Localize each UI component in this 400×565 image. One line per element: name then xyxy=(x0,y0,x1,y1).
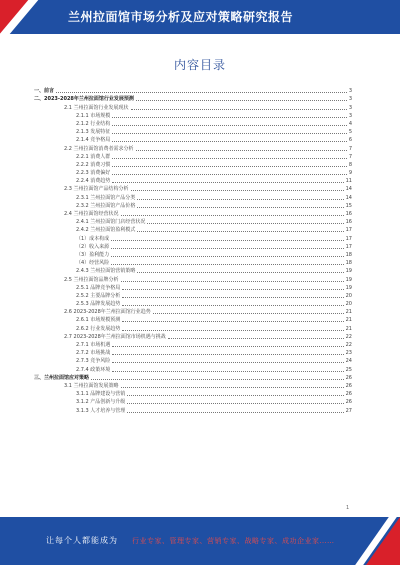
toc-entry-title: 二、2023-2028年兰州拉面馆行业发展预测 xyxy=(34,96,134,103)
toc-entry-title: 2.1.1 市场规模 xyxy=(76,112,111,119)
toc-entry-page: 5 xyxy=(348,129,352,136)
toc-entry-page: 3 xyxy=(348,112,352,119)
toc-dot-leader xyxy=(112,354,343,355)
toc-dot-leader xyxy=(111,240,343,241)
toc-dot-leader xyxy=(131,109,347,110)
header-banner xyxy=(0,0,400,34)
toc-entry-page: 3 xyxy=(348,96,352,103)
toc-entry[interactable] xyxy=(34,315,352,323)
toc-entry[interactable] xyxy=(34,94,352,102)
toc-entry[interactable] xyxy=(34,258,352,266)
toc-dot-leader xyxy=(153,313,344,314)
toc-entry-title: 3.1 兰州拉面馆发展策略 xyxy=(64,382,119,389)
toc-entry-title: （3）盈利能力 xyxy=(76,251,110,258)
toc-entry-title: 2.4.2 兰州拉面馆盈利模式 xyxy=(76,227,136,234)
toc-dot-leader xyxy=(122,289,343,290)
toc-dot-leader xyxy=(121,281,344,282)
toc-dot-leader xyxy=(127,403,343,404)
toc-entry[interactable] xyxy=(34,389,352,397)
toc-entry-page: 8 xyxy=(348,161,352,168)
toc-entry-page: 24 xyxy=(345,358,352,365)
toc-entry-page: 16 xyxy=(345,211,352,217)
toc-dot-leader xyxy=(112,362,343,363)
toc-entry-page: 21 xyxy=(345,309,352,316)
page-number: 1 xyxy=(346,505,350,511)
toc-entry-page: 16 xyxy=(345,219,352,226)
toc-entry[interactable] xyxy=(34,184,352,192)
toc-entry-title: 2.6.1 市场规模预测 xyxy=(76,317,121,324)
toc-entry[interactable] xyxy=(34,348,352,356)
toc-entry-title: 2.2 兰州拉面馆消费者需求分析 xyxy=(64,145,134,152)
toc-entry-title: 2.7.3 竞争风险 xyxy=(76,358,111,365)
toc-entry-page: 26 xyxy=(345,382,352,389)
toc-entry-page: 14 xyxy=(345,186,352,193)
toc-dot-leader xyxy=(112,371,343,372)
toc-dot-leader xyxy=(168,338,344,339)
toc-entry-title: 一、前言 xyxy=(34,88,55,95)
toc-entry[interactable] xyxy=(34,373,352,381)
toc-entry[interactable] xyxy=(34,160,352,168)
toc-entry-page: 3 xyxy=(348,104,352,111)
toc-entry[interactable] xyxy=(34,250,352,258)
toc-entry-title: 2.1.3 发展特征 xyxy=(76,129,111,136)
toc-entry-page: 11 xyxy=(345,178,352,185)
toc-dot-leader xyxy=(137,272,343,273)
toc-dot-leader xyxy=(56,92,347,93)
toc-entry-title: 2.2.1 消费人群 xyxy=(76,153,111,160)
toc-entry-title: （1）成本构成 xyxy=(76,235,110,242)
toc-dot-leader xyxy=(136,100,347,101)
toc-entry-page: 15 xyxy=(345,202,352,209)
toc-dot-leader xyxy=(111,248,343,249)
toc-entry-page: 21 xyxy=(345,325,352,332)
toc-entry-title: 2.5.3 品牌发展趋势 xyxy=(76,301,121,308)
toc-entry[interactable] xyxy=(34,86,352,94)
toc-entry-title: 2.7 2023-2028年兰州拉面馆市场机遇与挑战 xyxy=(64,333,166,340)
toc-entry[interactable] xyxy=(34,340,352,348)
toc-entry-title: 2.3.1 兰州拉面馆产品分类 xyxy=(76,194,136,201)
toc-entry-title: 2.7.1 市场机遇 xyxy=(76,342,111,348)
toc-dot-leader xyxy=(122,330,343,331)
toc-entry-page: 26 xyxy=(345,391,352,398)
footer-slogan-left: 让每个人都能成为 xyxy=(46,536,118,545)
toc-entry-title: 2.3.2 兰州拉面馆产品价格 xyxy=(76,202,136,209)
toc-entry-page: 22 xyxy=(345,342,352,348)
toc-dot-leader xyxy=(122,305,343,306)
toc-entry-page: 9 xyxy=(348,170,352,177)
toc-entry-title: 2.3 兰州拉面馆产品结构分析 xyxy=(64,186,129,193)
toc-entry[interactable] xyxy=(34,266,352,274)
toc-dot-leader xyxy=(137,199,343,200)
toc-dot-leader xyxy=(112,141,347,142)
toc-entry[interactable] xyxy=(34,307,352,315)
toc-entry-page: 26 xyxy=(345,374,352,381)
toc-entry[interactable] xyxy=(34,225,352,233)
toc-dot-leader xyxy=(91,379,344,380)
toc-entry-page: 14 xyxy=(345,194,352,201)
toc-entry-page: 19 xyxy=(345,268,352,275)
toc-entry[interactable] xyxy=(34,283,352,291)
toc-entry-page: 19 xyxy=(345,276,352,283)
toc-dot-leader xyxy=(112,158,347,159)
toc-entry-page: 17 xyxy=(345,243,352,250)
toc-entry-page: 6 xyxy=(348,137,352,144)
toc-dot-leader xyxy=(121,215,344,216)
table-of-contents xyxy=(34,86,352,414)
toc-entry-page: 7 xyxy=(348,145,352,152)
toc-dot-leader xyxy=(127,412,343,413)
toc-entry-title: 2.1 兰州拉面馆行业发展现状 xyxy=(64,104,129,111)
toc-entry[interactable] xyxy=(34,119,352,127)
toc-entry-page: 25 xyxy=(345,366,352,373)
toc-entry-page: 17 xyxy=(345,227,352,234)
footer-slogan-right: 行业专家、管理专家、营销专家、战略专家、成功企业家…… xyxy=(132,537,335,545)
toc-entry-page: 20 xyxy=(345,292,352,299)
toc-entry-title: 2.5.2 主要品牌分析 xyxy=(76,292,121,299)
toc-entry-title: 三、兰州拉面馆应对策略 xyxy=(34,374,90,381)
toc-entry[interactable] xyxy=(34,111,352,119)
toc-dot-leader xyxy=(112,125,347,126)
toc-dot-leader xyxy=(121,387,344,388)
toc-entry-title: 2.1.2 行业结构 xyxy=(76,120,111,127)
toc-entry-page: 17 xyxy=(345,235,352,242)
toc-entry-title: 3.1.3 人才培养与管理 xyxy=(76,407,126,414)
toc-dot-leader xyxy=(112,346,343,347)
toc-entry[interactable] xyxy=(34,201,352,209)
toc-entry[interactable] xyxy=(34,364,352,372)
toc-dot-leader xyxy=(137,207,343,208)
toc-entry-page: 4 xyxy=(348,120,352,127)
toc-entry-page: 23 xyxy=(345,350,352,357)
toc-entry[interactable] xyxy=(34,192,352,200)
toc-heading: 内容目录 xyxy=(173,58,226,72)
footer-banner xyxy=(0,517,400,565)
toc-entry-title: 2.4.3 兰州拉面馆营销策略 xyxy=(76,268,136,275)
toc-entry[interactable] xyxy=(34,299,352,307)
toc-entry-title: 2.2.4 消费趋势 xyxy=(76,178,111,185)
toc-dot-leader xyxy=(112,182,343,183)
toc-entry[interactable] xyxy=(34,242,352,250)
toc-entry[interactable] xyxy=(34,381,352,389)
toc-entry[interactable] xyxy=(34,233,352,241)
toc-entry-title: 3.1.2 产品创新与升级 xyxy=(76,399,126,406)
toc-dot-leader xyxy=(137,231,343,232)
toc-dot-leader xyxy=(147,223,343,224)
toc-entry[interactable] xyxy=(34,135,352,143)
toc-entry-title: 2.4.1 兰州拉面馆门店经营状况 xyxy=(76,219,146,226)
toc-entry[interactable] xyxy=(34,274,352,282)
toc-dot-leader xyxy=(112,133,347,134)
toc-entry[interactable] xyxy=(34,356,352,364)
toc-dot-leader xyxy=(112,166,347,167)
toc-entry[interactable] xyxy=(34,143,352,151)
toc-entry[interactable] xyxy=(34,127,352,135)
toc-entry-page: 7 xyxy=(348,153,352,160)
toc-entry-title: 2.7.2 市场挑战 xyxy=(76,350,111,357)
toc-dot-leader xyxy=(122,321,343,322)
toc-entry-title: 2.2.2 消费习惯 xyxy=(76,161,111,168)
toc-entry-title: 2.1.4 竞争格局 xyxy=(76,137,111,144)
toc-entry[interactable] xyxy=(34,332,352,340)
toc-entry-page: 26 xyxy=(345,399,352,406)
toc-entry[interactable] xyxy=(34,209,352,217)
toc-dot-leader xyxy=(131,190,344,191)
toc-entry-page: 22 xyxy=(345,333,352,340)
toc-entry-page: 27 xyxy=(345,407,352,414)
toc-dot-leader xyxy=(136,150,347,151)
toc-entry-title: 2.6 2023-2028年兰州拉面馆行业趋势 xyxy=(64,309,151,316)
toc-entry-title: （4）经营风险 xyxy=(76,260,110,267)
toc-dot-leader xyxy=(112,117,347,118)
toc-entry-page: 18 xyxy=(345,260,352,267)
report-title: 兰州拉面馆市场分析及应对策略研究报告 xyxy=(68,10,294,24)
toc-entry[interactable] xyxy=(34,397,352,405)
toc-entry-page: 19 xyxy=(345,284,352,291)
toc-entry[interactable] xyxy=(34,152,352,160)
toc-entry[interactable] xyxy=(34,405,352,413)
toc-entry-title: 2.4 兰州拉面馆经营状况 xyxy=(64,211,119,217)
toc-entry[interactable] xyxy=(34,176,352,184)
toc-entry[interactable] xyxy=(34,291,352,299)
toc-dot-leader xyxy=(111,264,343,265)
toc-dot-leader xyxy=(127,395,343,396)
toc-entry-page: 3 xyxy=(348,88,352,95)
toc-entry-page: 21 xyxy=(345,317,352,324)
toc-dot-leader xyxy=(112,174,347,175)
toc-entry-title: 2.2.3 消费偏好 xyxy=(76,170,111,177)
toc-dot-leader xyxy=(122,297,343,298)
toc-entry-title: 2.6.2 行业发展趋势 xyxy=(76,325,121,332)
toc-entry-title: 2.7.4 政策环境 xyxy=(76,366,111,373)
toc-entry[interactable] xyxy=(34,168,352,176)
toc-entry[interactable] xyxy=(34,217,352,225)
toc-entry-title: 3.1.1 品牌建设与营销 xyxy=(76,391,126,398)
toc-entry-title: （2）收入来源 xyxy=(76,243,110,250)
toc-entry-title: 2.5.1 品牌竞争格局 xyxy=(76,284,121,291)
toc-entry-page: 20 xyxy=(345,301,352,308)
toc-entry-page: 18 xyxy=(345,251,352,258)
toc-entry-title: 2.5 兰州拉面馆品牌分析 xyxy=(64,276,119,283)
toc-entry[interactable] xyxy=(34,102,352,110)
toc-dot-leader xyxy=(111,256,343,257)
toc-entry[interactable] xyxy=(34,323,352,331)
